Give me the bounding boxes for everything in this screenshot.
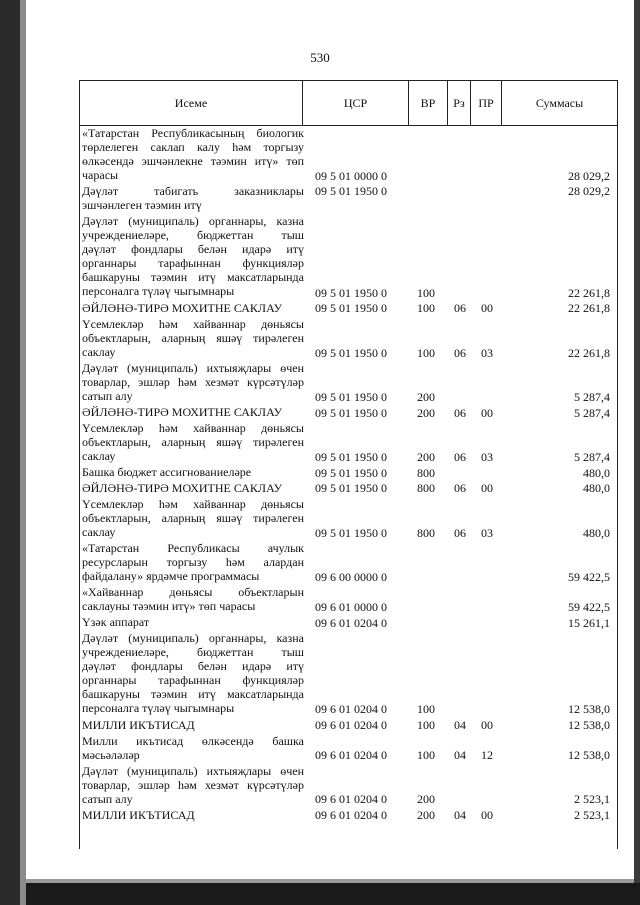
row-name-line: саклау — [82, 449, 116, 464]
row-csr: 09 6 01 0204 0 — [315, 718, 387, 733]
row-sum: 28 029,2 — [568, 168, 610, 183]
row-csr: 09 5 01 1950 0 — [315, 525, 387, 540]
row-pr: 00 — [481, 481, 493, 496]
row-rz: 04 — [454, 748, 466, 763]
row-name-line: ӘЙЛӘНӘ-ТИРӘ МОХИТНЕ САКЛАУ — [82, 481, 283, 496]
column-header-pr: ПР — [471, 81, 502, 126]
row-name-line: персоналга түләү чыгымнары — [82, 701, 235, 716]
row-csr: 09 5 01 1950 0 — [315, 285, 387, 300]
row-sum: 2 523,1 — [574, 808, 610, 823]
row-name-line: Дәүләт (муниципаль) органнары, казна — [82, 214, 304, 229]
column-header-sum: Суммасы — [502, 81, 618, 126]
row-name-line: төрлелеген саклап калу һәм торгызу — [82, 140, 304, 154]
row-name-line: МИЛЛИ ИКЪТИСАД — [82, 808, 195, 822]
row-name-line: файдалану» ярдәмче программасы — [82, 569, 260, 584]
row-vr: 800 — [417, 465, 435, 480]
row-sum: 5 287,4 — [574, 405, 610, 420]
row-name-line: Дәүләт (муниципаль) ихтыяҗлары өчен — [82, 763, 304, 778]
row-vr: 100 — [417, 718, 435, 733]
row-name-line: органнары тарафыннан функцияләр — [82, 673, 304, 688]
row-sum: 5 287,4 — [574, 389, 610, 404]
table-row — [0, 465, 640, 479]
row-csr: 09 5 01 0000 0 — [315, 168, 387, 183]
row-sum: 480,0 — [583, 525, 610, 540]
row-name-line: дәүләт фондлары белән идарә итү — [82, 659, 304, 674]
row-csr: 09 5 01 1950 0 — [315, 389, 387, 404]
row-name-line: «Татарстан Республикасының биологик — [82, 126, 304, 140]
row-name-line: персоналга түләү чыгымнары — [82, 284, 235, 299]
row-sum: 480,0 — [583, 481, 610, 496]
row-name — [82, 764, 304, 806]
row-csr: 09 6 01 0204 0 — [315, 748, 387, 763]
row-name — [82, 808, 304, 822]
column-header-rz: Рз — [448, 81, 471, 126]
column-header-vr: ВР — [409, 81, 448, 126]
row-rz: 04 — [454, 808, 466, 823]
row-csr: 09 5 01 1950 0 — [315, 465, 387, 480]
row-name-line: Үсемлекләр һәм хайваннар дөньясы — [82, 421, 304, 436]
row-name — [82, 214, 304, 298]
row-name-line: объектларын, аларның яшәү тирәлеген — [82, 435, 304, 450]
row-name-line: ӘЙЛӘНӘ-ТИРӘ МОХИТНЕ САКЛАУ — [82, 301, 283, 316]
row-name-line: «Татарстан Республикасы ачулык — [82, 541, 304, 556]
table-row — [0, 184, 640, 212]
row-csr: 09 6 01 0204 0 — [315, 702, 387, 717]
table-row — [0, 541, 640, 584]
row-name-line: сатып алу — [82, 389, 133, 404]
column-header-csr: ЦСР — [303, 81, 409, 126]
row-pr: 03 — [481, 525, 493, 540]
row-vr: 200 — [417, 792, 435, 807]
row-sum: 59 422,5 — [568, 569, 610, 584]
row-name-line: учреждениеләре, бюджеттан тыш — [82, 645, 304, 660]
table-row — [0, 301, 640, 315]
row-pr: 00 — [481, 808, 493, 823]
row-vr: 200 — [417, 808, 435, 823]
row-sum: 480,0 — [583, 465, 610, 480]
row-name-line: Дәүләт (муниципаль) ихтыяҗлары өчен — [82, 361, 304, 376]
row-sum: 59 422,5 — [568, 599, 610, 614]
row-rz: 06 — [454, 405, 466, 420]
row-rz: 06 — [454, 449, 466, 464]
row-name-line: учреждениеләре, бюджеттан тыш — [82, 228, 304, 243]
row-csr: 09 5 01 1950 0 — [315, 405, 387, 420]
row-vr: 200 — [417, 449, 435, 464]
row-name-line: товарлар, эшләр һәм хезмәт күрсәтүләр — [82, 375, 304, 390]
row-name-line: башкаруны тәэмин итү максатларында — [82, 270, 304, 285]
table-row — [0, 734, 640, 762]
row-vr: 100 — [417, 285, 435, 300]
row-name-line: чарасы — [82, 168, 119, 182]
row-name — [82, 301, 304, 315]
row-csr: 09 6 01 0204 0 — [315, 808, 387, 823]
row-rz: 06 — [454, 301, 466, 316]
row-csr: 09 6 01 0204 0 — [315, 792, 387, 807]
row-name-line: МИЛЛИ ИКЪТИСАД — [82, 718, 195, 732]
table-row — [0, 585, 640, 613]
row-csr: 09 5 01 1950 0 — [315, 301, 387, 316]
row-name — [82, 184, 304, 212]
row-rz: 04 — [454, 718, 466, 733]
row-pr: 12 — [481, 748, 493, 763]
row-name — [82, 126, 304, 182]
row-name-line: башкаруны тәэмин итү максатларында — [82, 687, 304, 702]
column-header-name: Исеме — [80, 81, 303, 126]
row-sum: 5 287,4 — [574, 449, 610, 464]
row-name-line: объектларын, аларның яшәү тирәлеген — [82, 331, 304, 345]
row-csr: 09 5 01 1950 0 — [315, 449, 387, 464]
row-name — [82, 718, 304, 732]
row-sum: 22 261,8 — [568, 285, 610, 300]
table-row — [0, 808, 640, 822]
row-name-line: саклау — [82, 345, 116, 359]
row-vr: 800 — [417, 525, 435, 540]
row-vr: 800 — [417, 481, 435, 496]
table-row — [0, 481, 640, 495]
row-name — [82, 615, 304, 629]
row-name — [82, 541, 304, 583]
row-csr: 09 6 01 0204 0 — [315, 615, 387, 630]
row-name — [82, 317, 304, 359]
row-name — [82, 465, 304, 479]
row-csr: 09 6 00 0000 0 — [315, 569, 387, 584]
table-row — [0, 421, 640, 464]
row-csr: 09 5 01 1950 0 — [315, 184, 387, 199]
row-sum: 15 261,1 — [568, 615, 610, 630]
row-name-line: Башка бюджет ассигнованиеләре — [82, 465, 252, 480]
row-pr: 03 — [481, 345, 493, 360]
table-row — [0, 214, 640, 299]
row-name — [82, 497, 304, 539]
row-name-line: дәүләт фондлары белән идарә итү — [82, 242, 304, 257]
row-name — [82, 405, 304, 419]
scan-border-bottom — [26, 883, 640, 905]
row-name-line: Дәүләт табигать заказниклары — [82, 184, 304, 199]
row-vr: 100 — [417, 748, 435, 763]
row-pr: 00 — [481, 405, 493, 420]
row-vr: 100 — [417, 345, 435, 360]
row-rz: 06 — [454, 345, 466, 360]
table-row — [0, 361, 640, 404]
row-pr: 03 — [481, 449, 493, 464]
row-vr: 100 — [417, 301, 435, 316]
row-name-line: өлкәсендә эшчәнлекне тәэмин итү» төп — [82, 154, 304, 168]
row-csr: 09 5 01 1950 0 — [315, 345, 387, 360]
row-name — [82, 585, 304, 613]
row-name-line: мәсьәләләр — [82, 747, 140, 762]
row-name-line: органнары тарафыннан функцияләр — [82, 256, 304, 271]
table-row — [0, 317, 640, 360]
row-csr: 09 6 01 0000 0 — [315, 599, 387, 614]
row-name — [82, 481, 304, 495]
row-name-line: ӘЙЛӘНӘ-ТИРӘ МОХИТНЕ САКЛАУ — [82, 405, 283, 420]
table-row — [0, 405, 640, 419]
row-name-line: Үсемлекләр һәм хайваннар дөньясы — [82, 317, 304, 331]
table-row — [0, 718, 640, 732]
row-name-line: саклау — [82, 525, 116, 539]
row-name-line: ресурсларын торгызу һәм алардан — [82, 555, 304, 570]
row-name — [82, 361, 304, 403]
table-row — [0, 764, 640, 807]
row-name-line: объектларын, аларның яшәү тирәлеген — [82, 511, 304, 525]
row-name-line: Дәүләт (муниципаль) органнары, казна — [82, 631, 304, 646]
row-rz: 06 — [454, 481, 466, 496]
row-sum: 22 261,8 — [568, 345, 610, 360]
row-name-line: сатып алу — [82, 791, 133, 806]
row-pr: 00 — [481, 718, 493, 733]
row-name-line: Милли икътисад өлкәсендә башка — [82, 733, 304, 748]
row-sum: 12 538,0 — [568, 702, 610, 717]
table-header — [79, 80, 618, 126]
row-vr: 100 — [417, 702, 435, 717]
row-name — [82, 631, 304, 715]
row-name-line: эшчәнлеген тәэмин итү — [82, 198, 202, 213]
row-sum: 28 029,2 — [568, 184, 610, 199]
row-vr: 200 — [417, 389, 435, 404]
row-name — [82, 734, 304, 762]
table-row — [0, 126, 640, 183]
row-sum: 12 538,0 — [568, 718, 610, 733]
row-sum: 2 523,1 — [574, 792, 610, 807]
row-name-line: саклауны тәэмин итү» төп чарасы — [82, 599, 256, 614]
table-row — [0, 615, 640, 629]
table-row — [0, 497, 640, 540]
row-name — [82, 421, 304, 463]
table-row — [0, 631, 640, 716]
row-name-line: Үсемлекләр һәм хайваннар дөньясы — [82, 497, 304, 511]
row-vr: 200 — [417, 405, 435, 420]
row-sum: 22 261,8 — [568, 301, 610, 316]
row-csr: 09 5 01 1950 0 — [315, 481, 387, 496]
row-pr: 00 — [481, 301, 493, 316]
row-rz: 06 — [454, 525, 466, 540]
row-name-line: «Хайваннар дөньясы объектларын — [82, 585, 304, 600]
row-sum: 12 538,0 — [568, 748, 610, 763]
page-number: 530 — [310, 50, 330, 65]
row-name-line: товарлар, эшләр һәм хезмәт күрсәтүләр — [82, 777, 304, 792]
row-name-line: Үзәк аппарат — [82, 615, 150, 630]
